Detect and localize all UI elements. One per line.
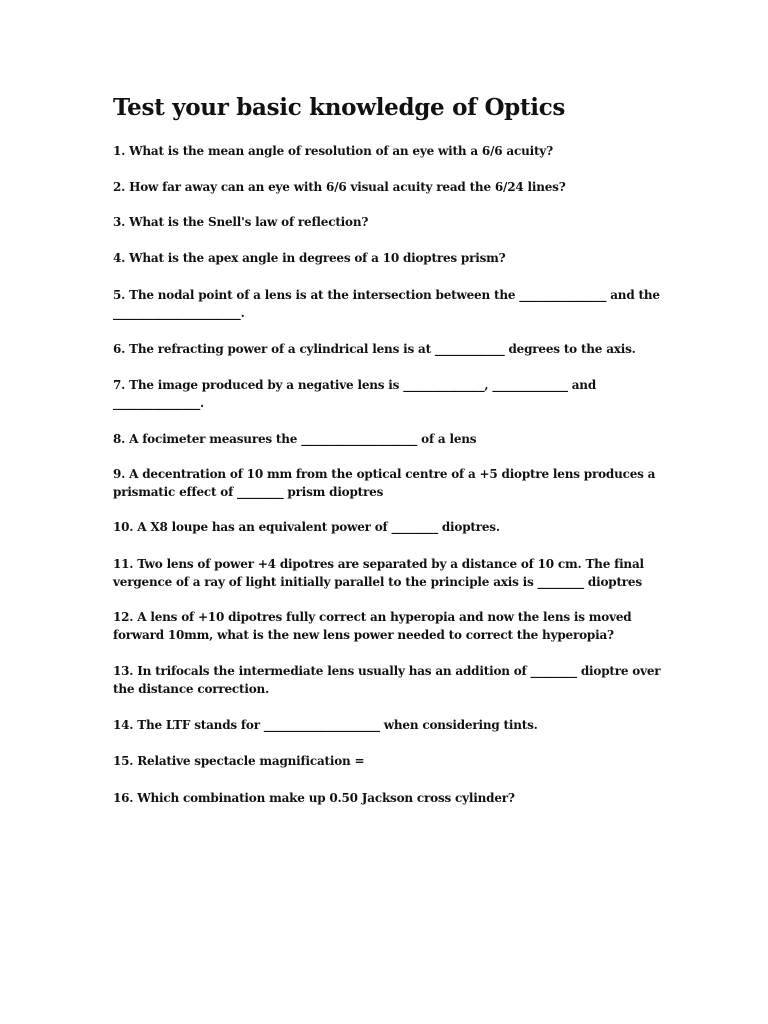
question-15: 15. Relative spectacle magnification = [113, 754, 365, 768]
question-2: 2. How far away can an eye with 6/6 visual acuity read the 6/24 lines? [113, 180, 566, 194]
question-12: 12. A lens of +10 dipotres fully correct an hyperopia and now the lens is moved forward 10mm, what is the new lens power needed to correct the hyperopia? [113, 610, 632, 642]
question-3: 3. What is the Snell's law of reflection? [113, 215, 369, 229]
question-14: 14. The LTF stands for ____________________ when considering tints. [113, 718, 538, 732]
question-16: 16. Which combination make up 0.50 Jackson cross cylinder? [113, 791, 515, 805]
question-8: 8. A focimeter measures the ____________________ of a lens [113, 432, 477, 446]
question-9: 9. A decentration of 10 mm from the optical centre of a +5 dioptre lens produces a prismatic effect of ________ prism dioptres [113, 467, 656, 499]
page-title: Test your basic knowledge of Optics [113, 94, 566, 121]
question-6: 6. The refracting power of a cylindrical lens is at ____________ degrees to the axis. [113, 342, 636, 356]
question-13: 13. In trifocals the intermediate lens usually has an addition of ________ dioptre over the distance correction. [113, 664, 661, 696]
question-11: 11. Two lens of power +4 dipotres are separated by a distance of 10 cm. The final vergence of a ray of light initially parallel to the principle axis is ________ dioptres [113, 557, 644, 589]
question-1: 1. What is the mean angle of resolution of an eye with a 6/6 acuity? [113, 144, 553, 158]
question-10: 10. A X8 loupe has an equivalent power of ________ dioptres. [113, 520, 500, 534]
question-5: 5. The nodal point of a lens is at the intersection between the _______________ and the ______________________. [113, 288, 660, 320]
question-4: 4. What is the apex angle in degrees of a 10 dioptres prism? [113, 251, 506, 265]
question-7: 7. The image produced by a negative lens is ______________, _____________ and _______________. [113, 378, 597, 410]
